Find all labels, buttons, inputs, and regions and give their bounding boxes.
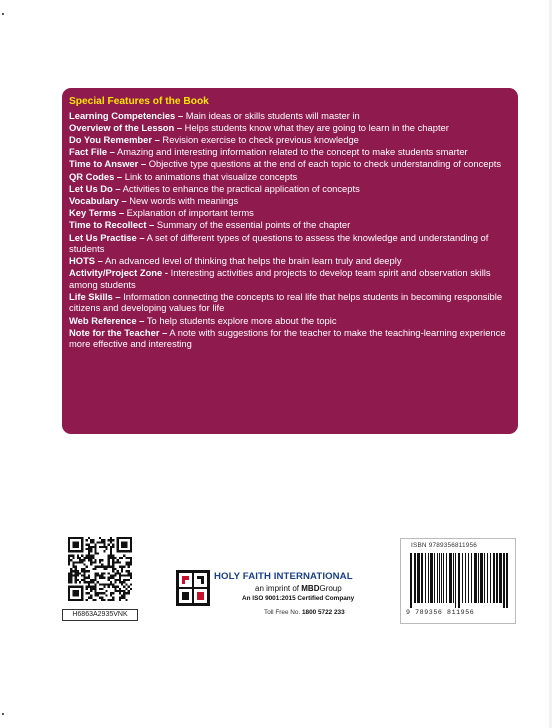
feature-item [69, 134, 510, 145]
feature-description: Objective type questions at the end of each topic to check understanding of concepts [146, 158, 502, 170]
feature-term: Let Us Do – [69, 182, 121, 194]
feature-item [69, 232, 510, 255]
feature-item [69, 255, 510, 266]
features-title: Special Features of the Book [69, 96, 209, 107]
publisher-imprint: an imprint of MBDGroup [255, 584, 342, 593]
feature-description: Amazing and interesting information related to the concept to make students smarter [114, 146, 468, 158]
feature-term: Learning Competencies – [69, 109, 184, 121]
feature-description: Summary of the essential points of the chapter [154, 219, 351, 231]
feature-item [69, 207, 510, 218]
feature-item [69, 219, 510, 230]
feature-term: Activity/Project Zone - [69, 267, 168, 279]
feature-item [69, 183, 510, 194]
feature-term: Key Terms – [69, 207, 125, 219]
feature-description: Link to animations that visualize concepts [122, 170, 298, 182]
feature-description: To help students explore more about the topic [144, 314, 337, 326]
feature-term: Let Us Practise – [69, 231, 145, 243]
feature-item [69, 158, 510, 169]
feature-description: Revision exercise to check previous knowledge [159, 133, 359, 145]
publisher-logo-icon [176, 570, 210, 606]
qr-block [62, 537, 138, 621]
isbn-barcode [400, 538, 516, 624]
feature-item [69, 146, 510, 157]
qr-code-icon[interactable] [68, 537, 132, 601]
feature-description: An advanced level of thinking that helps the brain learn truly and deeply [102, 255, 402, 267]
feature-term: Life Skills – [69, 290, 121, 302]
special-features-panel [62, 88, 518, 434]
feature-description: Helps students know what they are going to learn in the chapter [182, 121, 449, 133]
feature-item [69, 122, 510, 133]
corner-mark-bottom-left [2, 713, 4, 715]
feature-list [69, 110, 510, 350]
feature-item [69, 267, 510, 290]
feature-item [69, 291, 510, 314]
feature-term: Time to Answer – [69, 158, 147, 170]
isbn-label: ISBN 9789356811956 [411, 542, 478, 549]
publisher-certification: An ISO 9001:2015 Certified Company [242, 595, 355, 602]
feature-term: Do You Remember – [69, 133, 160, 145]
publisher-name: HOLY FAITH INTERNATIONAL [214, 571, 353, 582]
feature-description: A set of different types of questions to assess the knowledge and understanding of students [69, 231, 489, 254]
publisher-phone: Toll Free No. 1800 5722 233 [264, 609, 345, 616]
feature-term: Vocabulary – [69, 194, 127, 206]
feature-term: Note for the Teacher – [69, 326, 168, 338]
feature-term: Overview of the Lesson – [69, 121, 183, 133]
barcode-icon [408, 553, 510, 608]
feature-term: QR Codes – [69, 170, 123, 182]
feature-description: Information connecting the concepts to real life that helps students in becoming responsible citizens and developing values for life [69, 290, 503, 314]
feature-description: Interesting activities and projects to develop team spirit and observation skills among students [69, 267, 491, 290]
qr-code-label: H6863A2935VNK [62, 609, 138, 621]
feature-item [69, 327, 510, 350]
feature-item [69, 171, 510, 182]
feature-term: HOTS – [69, 255, 103, 267]
feature-description: Main ideas or skills students will master in [183, 109, 360, 121]
feature-term: Time to Recollect – [69, 219, 155, 231]
feature-term: Web Reference – [69, 314, 145, 326]
feature-item [69, 315, 510, 326]
feature-item [69, 110, 510, 121]
feature-item [69, 195, 510, 206]
barcode-digits: 9 789356 811956 [406, 609, 475, 616]
feature-description: Activities to enhance the practical application of concepts [120, 182, 360, 194]
feature-term: Fact File – [69, 146, 115, 158]
feature-description: Explanation of important terms [124, 207, 254, 219]
feature-description: New words with meanings [126, 194, 239, 206]
publisher-block [176, 570, 361, 626]
corner-mark-top-left [2, 13, 4, 15]
feature-description: A note with suggestions for the teacher to make the teaching-learning experience more effective and interesting [69, 326, 506, 350]
